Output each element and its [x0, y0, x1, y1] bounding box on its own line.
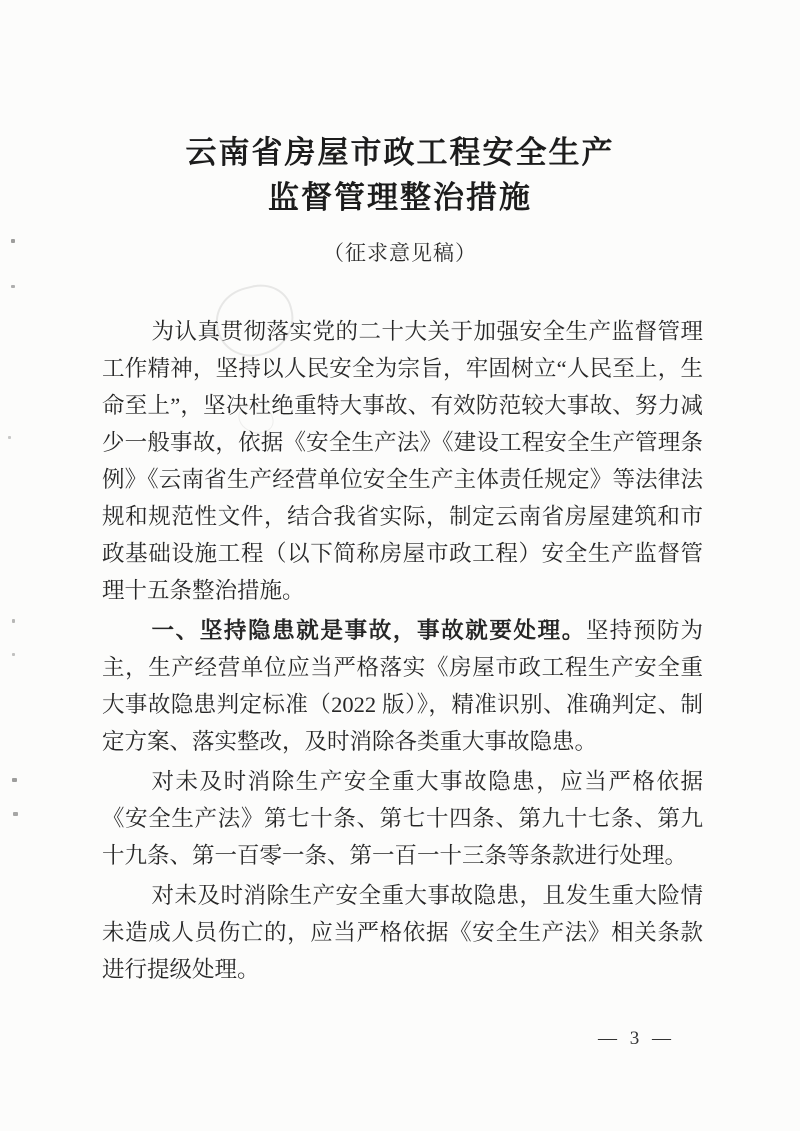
scan-speck	[13, 812, 18, 816]
paragraph-2-text: 坚持预防为主，生产经营单位应当严格落实《房屋市政工程生产安全重大事故隐患判定标准（2022 版）》，精准识别、准确判定、制定方案、落实整改，及时消除各类重大事故隐患。	[102, 618, 703, 754]
document-body	[102, 313, 703, 988]
paragraph-1	[102, 313, 703, 609]
scan-speck	[12, 653, 15, 656]
paragraph-1-text: 为认真贯彻落实党的二十大关于加强安全生产监督管理工作精神，坚持以人民安全为宗旨，牢固树立“人民至上，生命至上”，坚决杜绝重特大事故、有效防范较大事故、努力减少一般事故，依据《安全生产法》《建设工程安全生产管理条例》《云南省生产经营单位安全生产主体责任规定》等法律法规和规范性文件，结合我省实际，制定云南省房屋建筑和市政基础设施工程（以下简称房屋市政工程）安全生产监督管理十五条整治措施。	[102, 319, 703, 603]
title-line-2: 监督管理整治措施	[268, 180, 532, 215]
scan-speck	[8, 436, 11, 439]
scan-speck	[11, 285, 15, 288]
paragraph-2-lead: 一、坚持隐患就是事故，事故就要处理。	[151, 618, 586, 643]
scan-speck	[12, 619, 15, 623]
paragraph-4-text: 对未及时消除生产安全重大事故隐患，且发生重大险情未造成人员伤亡的，应当严格依据《安全生产法》相关条款进行提级处理。	[102, 883, 703, 982]
document-subtitle: （征求意见稿）	[323, 241, 477, 265]
paragraph-4	[102, 877, 703, 988]
paragraph-2	[102, 612, 703, 760]
document-title	[0, 0, 800, 220]
scan-speck	[12, 778, 17, 782]
page-number: — 3 —	[598, 1028, 675, 1049]
paragraph-3	[102, 763, 703, 874]
paragraph-3-text: 对未及时消除生产安全重大事故隐患，应当严格依据《安全生产法》第七十条、第七十四条、第九十七条、第九十九条、第一百零一条、第一百一十三条等条款进行处理。	[102, 769, 703, 868]
title-line-1: 云南省房屋市政工程安全生产	[185, 135, 615, 170]
scan-speck	[11, 239, 15, 243]
